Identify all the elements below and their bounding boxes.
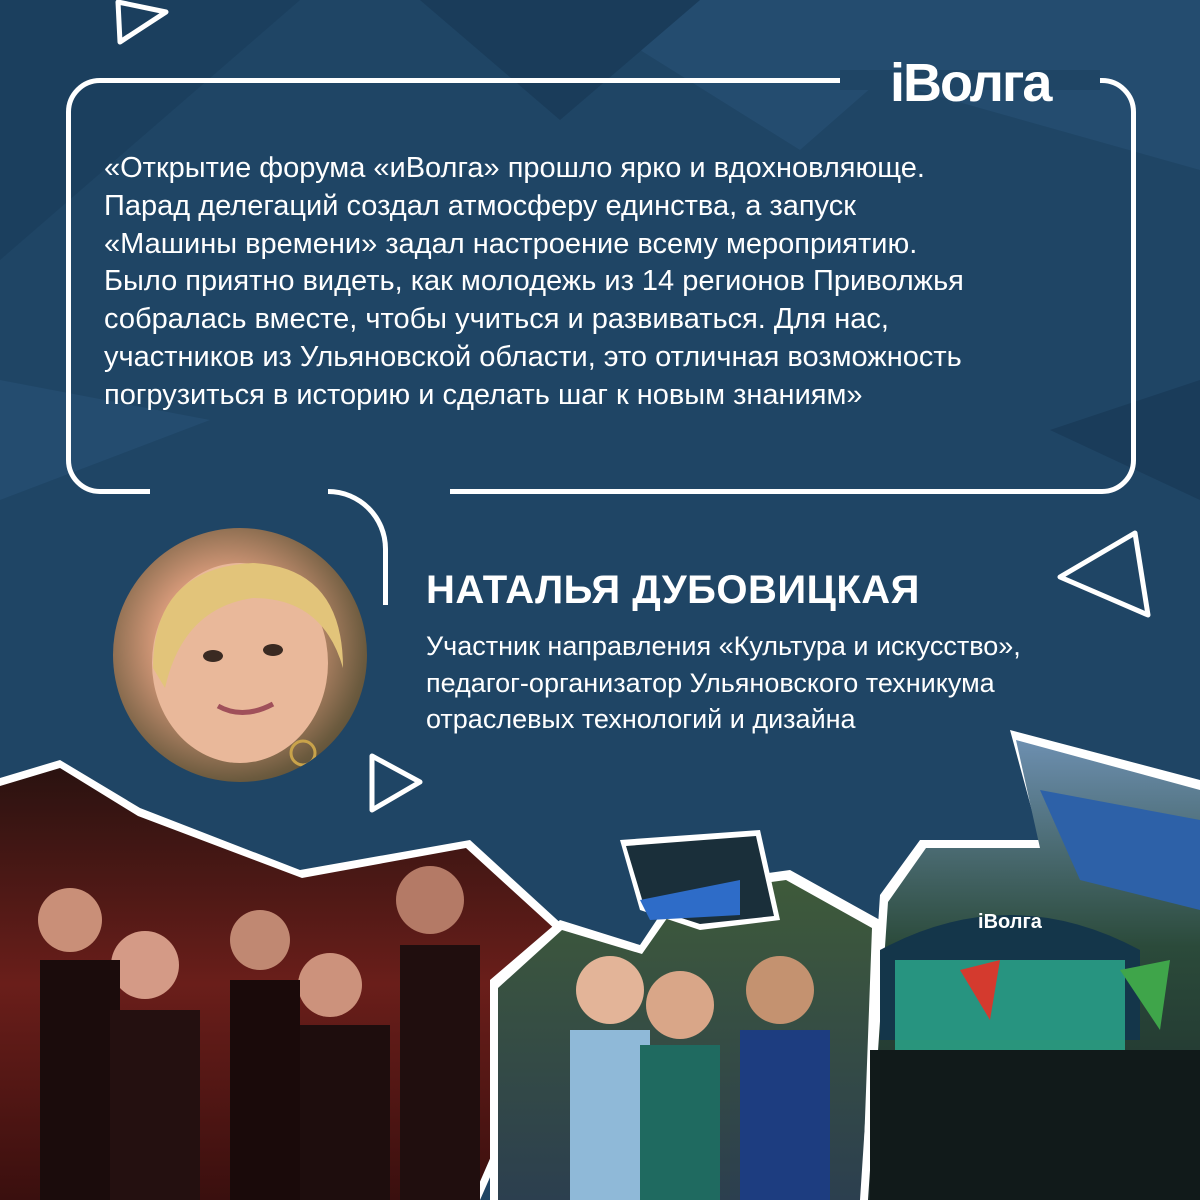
quote-line: «Открытие форума «иВолга» прошло ярко и вдохновляюще. bbox=[104, 152, 925, 184]
flag-photo bbox=[620, 830, 780, 930]
quote-text bbox=[104, 150, 1104, 415]
quote-line: собралась вместе, чтобы учиться и развиваться. Для нас, bbox=[104, 303, 889, 336]
role-line: педагог-организатор Ульяновского техникума bbox=[426, 667, 995, 698]
stage-festival-photo bbox=[860, 730, 1200, 1200]
role-line: Участник направления «Культура и искусство», bbox=[426, 631, 1021, 661]
bubble-gap bbox=[150, 486, 450, 506]
role-line: отраслевых технологий и дизайна bbox=[426, 704, 856, 734]
stage-sign: iВолга bbox=[978, 911, 1042, 933]
quote-line: «Машины времени» задал настроение всему мероприятию. bbox=[104, 227, 918, 260]
quote-line: Парад делегаций создал атмосферу единства, а запуск bbox=[104, 189, 856, 222]
ivolga-logo: iВолга bbox=[890, 53, 1051, 113]
person-name: НАТАЛЬЯ ДУБОВИЦКАЯ bbox=[426, 568, 920, 612]
quote-line: погрузиться в историю и сделать шаг к новым знаниям» bbox=[104, 378, 863, 411]
quote-line: Было приятно видеть, как молодежь из 14 регионов Приволжья bbox=[104, 265, 964, 298]
quote-line: участников из Ульяновской области, это отличная возможность bbox=[104, 340, 962, 373]
play-triangle-icon bbox=[108, 0, 178, 52]
play-triangle-icon bbox=[1050, 525, 1160, 625]
photo-collage bbox=[0, 720, 1200, 1200]
